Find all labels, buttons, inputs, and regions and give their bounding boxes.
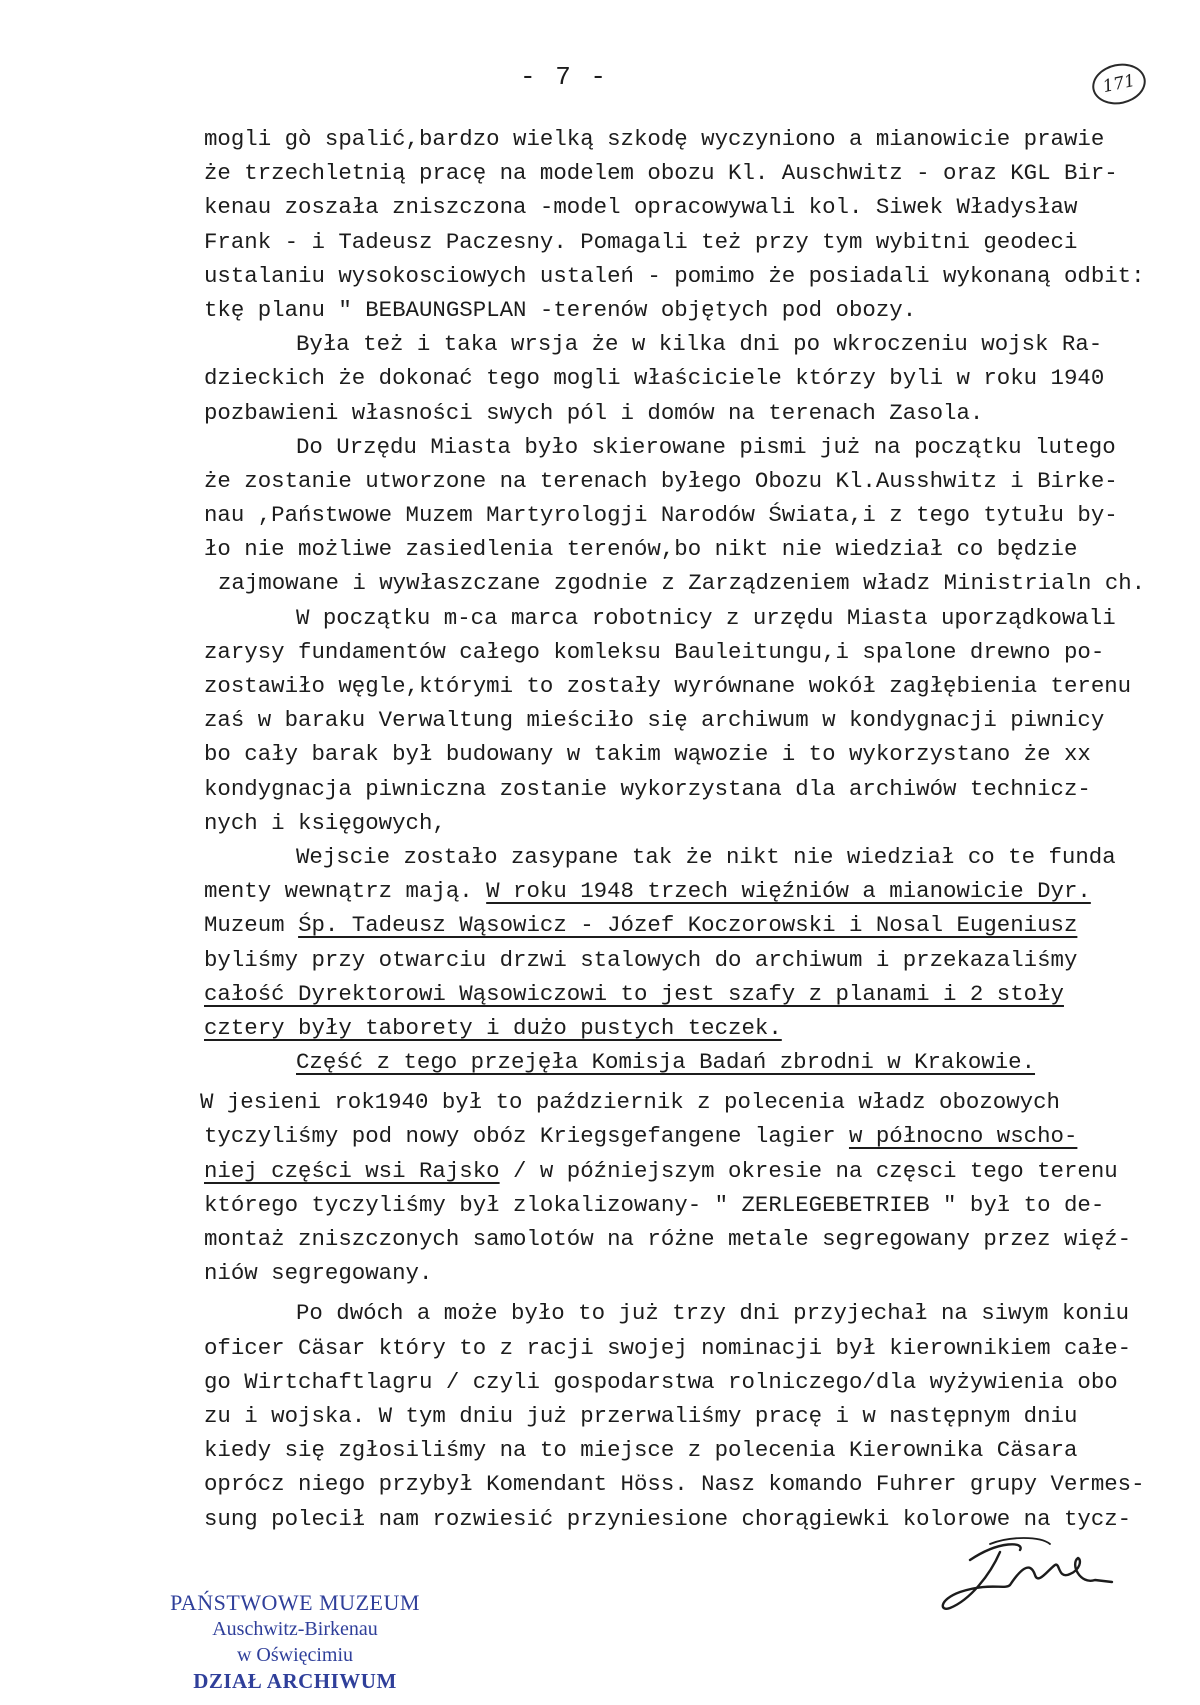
text-line: oficer Cäsar który to z racji swojej nominacji był kierownikiem całe- — [204, 1334, 1132, 1361]
text-line: sung polecił nam rozwiesić przyniesione chorągiewki kolorowe na tycz- — [204, 1505, 1132, 1532]
text-line: Frank - i Tadeusz Paczesny. Pomagali też przy tym wybitni geodeci — [204, 228, 1078, 255]
stamp-line: Auschwitz-Birkenau — [212, 1618, 378, 1640]
text-segment: Muzeum — [204, 912, 285, 939]
text-line: ustalaniu wysokosciowych ustaleń - pomimo że posiadali wykonaną odbit: — [204, 262, 1145, 289]
text-line: kondygnacja piwniczna zostanie wykorzystana dla archiwów technicz- — [204, 775, 1091, 802]
text-segment: menty wewnątrz mają. — [204, 878, 473, 905]
text-line: nau ,Państwowe Muzem Martyrologji Narodów Świata,i z tego tytułu by- — [204, 502, 1118, 529]
text-line: W początku m-ca marca robotnicy z urzędu Miasta uporządkowali — [296, 604, 1116, 631]
stamp-line: PAŃSTWOWE MUZEUM — [170, 1590, 420, 1615]
text-line: Wejscie zostało zasypane tak że nikt nie wiedział co te funda — [296, 843, 1116, 870]
text-line: Była też i taka wrsja że w kilka dni po wkroczeniu wojsk Ra- — [296, 331, 1103, 358]
text-line: tkę planu " BEBAUNGSPLAN -terenów objętych pod obozy. — [204, 296, 917, 323]
text-line: że zostanie utworzone na terenach byłego Obozu Kl.Ausshwitz i Birke- — [204, 467, 1118, 494]
text-line — [204, 977, 1164, 1011]
text-line — [204, 1154, 1164, 1188]
text-line: zu i wojska. W tym dniu już przerwaliśmy pracę i w następnym dniu — [204, 1402, 1078, 1429]
text-line: bo cały barak był budowany w takim wąwozie i to wykorzystano że xx — [204, 741, 1091, 768]
text-line: go Wirtchaftlagru / czyli gospodarstwa rolniczego/dla wyżywienia obo — [204, 1368, 1118, 1395]
page-number: - 7 - — [520, 62, 609, 92]
text-line — [204, 908, 1164, 942]
underlined-segment: niej części wsi Rajsko — [204, 1157, 500, 1184]
text-line — [204, 1045, 1164, 1079]
underlined-segment: Część z tego przejęła Komisja Badań zbrodni w Krakowie. — [296, 1049, 1036, 1076]
text-line: mogli gò spalić,bardzo wielką szkodę wyczyniono a mianowicie prawie — [204, 126, 1105, 152]
text-segment: tyczyliśmy pod nowy obóz Kriegsgefangene lagier — [204, 1123, 836, 1150]
handwritten-signature — [930, 1530, 1120, 1620]
text-line: zaś w baraku Verwaltung mieściło się archiwum w kondygnacji piwnicy — [204, 707, 1105, 734]
typewritten-body — [200, 122, 1164, 1536]
text-line — [204, 874, 1164, 908]
text-line: kiedy się zgłosiliśmy na to miejsce z polecenia Kierownika Cäsara — [204, 1437, 1078, 1464]
underlined-segment: cztery były taborety i dużo pustych teczek. — [204, 1014, 782, 1041]
archive-number-circle: 171 — [1088, 59, 1149, 109]
text-line: byliśmy przy otwarciu drzwi stalowych do archiwum i przekazaliśmy — [204, 946, 1078, 973]
text-line — [204, 1011, 1164, 1045]
underlined-segment: W roku 1948 trzech więźniów a mianowicie Dyr. — [486, 878, 1091, 905]
text-line: zajmowane i wywłaszczane zgodnie z Zarządzeniem władz Ministrialn ch. — [218, 570, 1146, 597]
text-line: zarysy fundamentów całego komleksu Bauleitungu,i spalone drewno po- — [204, 638, 1105, 665]
text-line: Po dwóch a może było to już trzy dni przyjechał na siwym koniu — [296, 1300, 1130, 1327]
text-line: pozbawieni własności swych pól i domów na terenach Zasola. — [204, 399, 984, 426]
underlined-segment: całość Dyrektorowi Wąsowiczowi to jest szafy z planami i 2 stoły — [204, 980, 1064, 1007]
text-line: kenau zoszała zniszczona -model opracowywali kol. Siwek Władysław — [204, 194, 1078, 221]
text-segment: / w późniejszym okresie na częsci tego terenu — [513, 1157, 1118, 1184]
text-line: Do Urzędu Miasta było skierowane pismi już na początku lutego — [296, 433, 1116, 460]
text-line: że trzechletnią pracę na modelem obozu Kl. Auschwitz - oraz KGL Bir- — [204, 160, 1118, 187]
text-line: montaż zniszczonych samolotów na różne metale segregowany przez więź- — [204, 1226, 1132, 1252]
museum-archive-stamp — [150, 1590, 440, 1694]
text-line: którego tyczyliśmy był zlokalizowany- " ZERLEGEBETRIEB " był to de- — [204, 1191, 1105, 1218]
text-line: W jesieni rok1940 był to październik z polecenia władz obozowych — [200, 1089, 1060, 1116]
stamp-line: w Oświęcimiu — [236, 1644, 354, 1666]
underlined-segment: Śp. Tadeusz Wąsowicz - Józef Koczorowski i Nosal Eugeniusz — [298, 912, 1078, 939]
text-line — [204, 1119, 1164, 1153]
text-line: niów segregowany. — [204, 1260, 433, 1287]
text-line: nych i księgowych, — [204, 809, 446, 836]
text-line: dzieckich że dokonać tego mogli właściciele którzy byli w roku 1940 — [204, 365, 1105, 392]
text-line: ło nie możliwe zasiedlenia terenów,bo nikt nie wiedział co będzie — [204, 536, 1078, 563]
stamp-line: DZIAŁ ARCHIWUM — [193, 1669, 397, 1693]
text-line: oprócz niego przybył Komendant Höss. Nasz komando Fuhrer grupy Vermes- — [204, 1471, 1145, 1498]
text-line: zostawiło węgle,którymi to zostały wyrównane wokół zagłębienia terenu — [204, 673, 1132, 699]
underlined-segment: w północno wscho- — [848, 1123, 1078, 1150]
